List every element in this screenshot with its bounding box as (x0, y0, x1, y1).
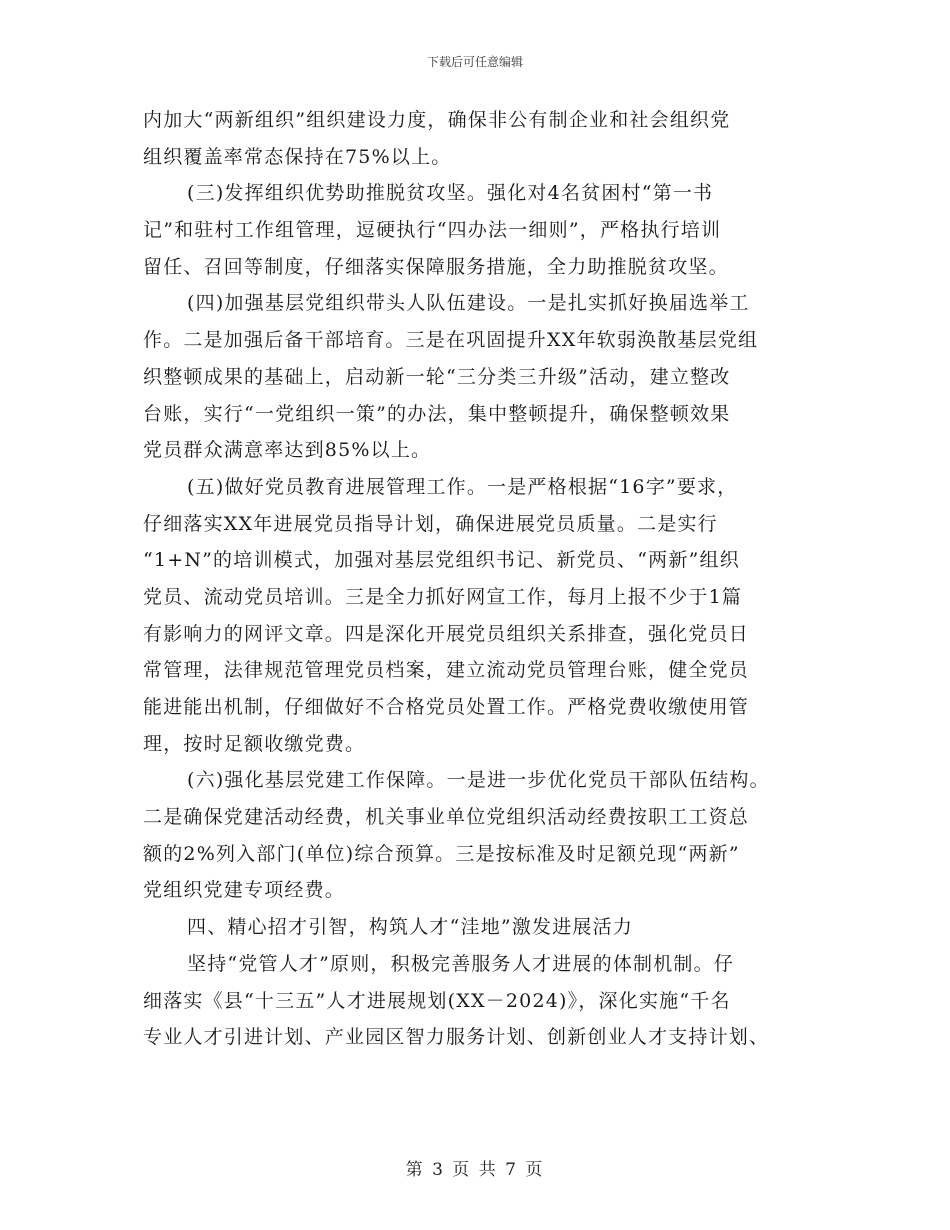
text-line: 记”和驻村工作组管理，逗硬执行“四办法一细则”，严格执行培训 (143, 219, 722, 242)
document-body (143, 102, 808, 1056)
text-line: (六)强化基层党建工作保障。一是进一步优化党员干部队伍结构。 (187, 769, 770, 792)
text-line: 仔细落实XX年进展党员指导计划，确保进展党员质量。二是实行 (143, 512, 718, 535)
text-line: 留任、召回等制度，仔细落实保障服务措施，全力助推脱贫攻坚。 (143, 255, 729, 278)
text-line: (五)做好党员教育进展管理工作。一是严格根据“16字”要求， (187, 475, 738, 498)
page-header: 下载后可任意编辑 (426, 55, 523, 69)
text-line: 台账，实行“一党组织一策”的办法，集中整顿提升，确保整顿效果 (143, 402, 731, 425)
text-line: 理，按时足额收缴党费。 (143, 732, 366, 755)
section-heading: 四、精心招才引智，构筑人才“洼地”激发进展活力 (187, 916, 634, 939)
text-line: 党员、流动党员培训。三是全力抓好网宣工作，每月上报不少于1篇 (143, 585, 743, 608)
text-line: 党员群众满意率达到85%以上。 (143, 439, 432, 462)
text-line: 内加大“两新组织”组织建设力度，确保非公有制企业和社会组织党 (143, 109, 731, 131)
text-line: 常管理，法律规范管理党员档案，建立流动党员管理台账，健全党员 (143, 659, 750, 682)
text-line: “1+N”的培训模式，加强对基层党组织书记、新党员、“两新”组织 (143, 549, 740, 572)
text-line: (三)发挥组织优势助推脱贫攻坚。强化对4名贫困村“第一书 (187, 182, 714, 205)
page-number: 第 3 页 共 7 页 (405, 1160, 545, 1180)
text-line: 党组织党建专项经费。 (143, 879, 346, 902)
text-line: 有影响力的网评文章。四是深化开展党员组织关系排查，强化党员日 (143, 622, 750, 645)
text-line: 专业人才引进计划、产业园区智力服务计划、创新创业人才支持计划、 (143, 1026, 770, 1049)
text-line: 织整顿成果的基础上，启动新一轮“三分类三升级”活动，建立整改 (143, 365, 731, 388)
text-line: 二是确保党建活动经费，机关事业单位党组织活动经费按职工工资总 (143, 806, 750, 829)
text-line: 额的2%列入部门(单位)综合预算。三是按标准及时足额兑现“两新” (143, 842, 740, 865)
text-line: 组织覆盖率常态保持在75%以上。 (143, 145, 452, 168)
text-line: 作。二是加强后备干部培育。三是在巩固提升XX年软弱涣散基层党组 (143, 329, 759, 352)
text-line: 坚持“党管人才”原则，积极完善服务人才进展的体制机制。仔 (187, 952, 735, 975)
text-line: (四)加强基层党组织带头人队伍建设。一是扎实抓好换届选举工 (187, 292, 750, 315)
text-line: 细落实《县“十三五”人才进展规划(XX－2024)》，深化实施“千名 (143, 989, 731, 1012)
text-line: 能进能出机制，仔细做好不合格党员处置工作。严格党费收缴使用管 (143, 696, 750, 718)
